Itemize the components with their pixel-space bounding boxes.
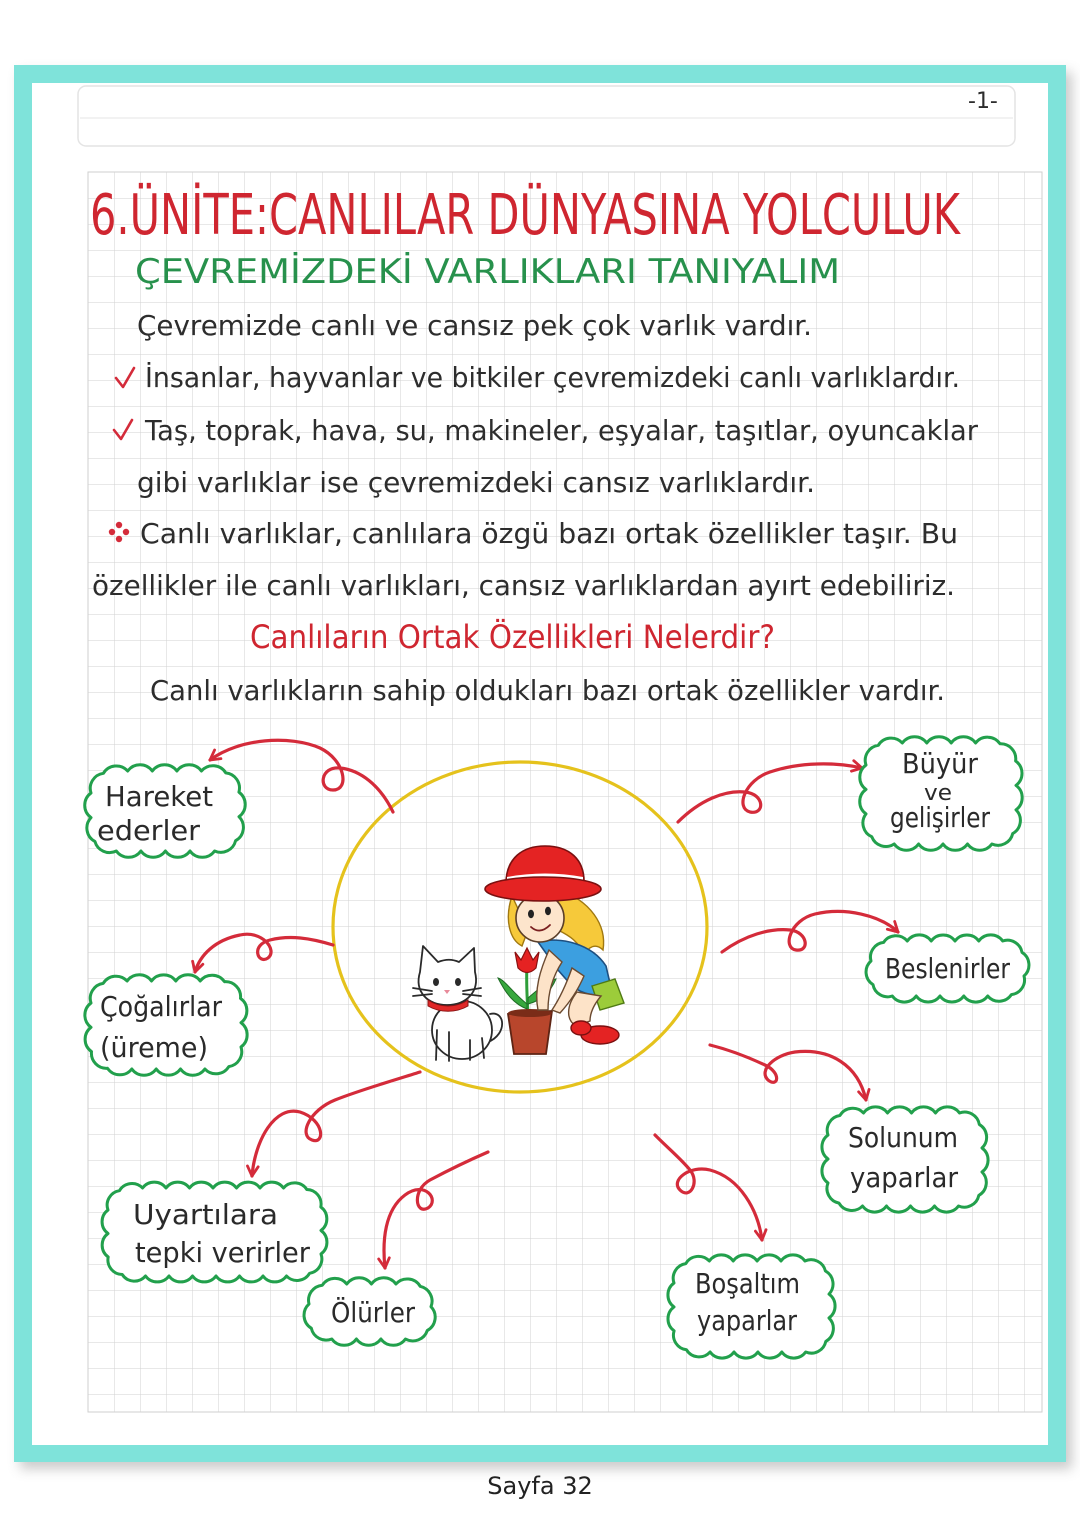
note-common-line-1: Canlı varlıklar, canlılara özgü bazı ortak özellikler taşır. Bu (140, 517, 958, 550)
feature-line: ve (924, 781, 952, 806)
note-common-line-2: özellikler ile canlı varlıkları, cansız varlıklardan ayırt edebiliriz. (92, 569, 955, 602)
unit-title: 6.ÜNİTE:CANLILAR DÜNYASINA YOLCULUK (90, 183, 961, 248)
page-number-mark: -1- (968, 89, 998, 114)
feature-beslenirler (866, 935, 1029, 1002)
feature-line: Beslenirler (885, 952, 1011, 985)
feature-line: Hareket (105, 780, 214, 813)
hat-brim (485, 877, 601, 901)
feature-line: tepki verirler (135, 1236, 311, 1269)
page-footer: Sayfa 32 (487, 1472, 593, 1500)
feature-uyartilara-tepki (102, 1182, 327, 1282)
feature-line: Solunum (848, 1121, 958, 1154)
note-intro: Çevremizde canlı ve cansız pek çok varlık vardır. (137, 309, 812, 342)
feature-line: (üreme) (100, 1031, 208, 1064)
note-nonliving-line-2: gibi varlıklar ise çevremizdeki cansız varlıklardır. (137, 466, 815, 499)
feature-olurler (304, 1278, 435, 1346)
section-subtitle: ÇEVREMİZDEKİ VARLIKLARI TANIYALIM (135, 252, 840, 292)
feature-line: yaparlar (697, 1304, 798, 1337)
flower-pot (508, 1011, 552, 1054)
feature-cogalirlar-ureme (85, 975, 247, 1075)
feature-line: gelişirler (890, 801, 991, 834)
feature-line: Boşaltım (695, 1267, 800, 1300)
section-heading: Canlıların Ortak Özellikleri Nelerdir? (250, 618, 775, 656)
section-intro: Canlı varlıkların sahip oldukları bazı ortak özellikler vardır. (150, 674, 945, 707)
feature-line: ederler (97, 814, 201, 847)
feature-line: yaparlar (850, 1161, 959, 1194)
feature-buyur-gelisirler (860, 737, 1022, 851)
feature-line: Büyür (902, 747, 979, 780)
feature-line: Ölürler (331, 1296, 427, 1329)
note-living: İnsanlar, hayvanlar ve bitkiler çevremizdeki canlı varlıklardır. (145, 361, 960, 394)
feature-line: Uyartılara (133, 1198, 278, 1231)
feature-line: Çoğalırlar (100, 990, 223, 1023)
feature-hareket-ederler (85, 765, 245, 858)
feature-bosaltim-yaparlar (668, 1255, 835, 1358)
girl-shoe (571, 1021, 591, 1035)
note-nonliving-line-1: Taş, toprak, hava, su, makineler, eşyalar, taşıtlar, oyuncaklar (144, 414, 979, 447)
feature-solunum-yaparlar (822, 1107, 988, 1212)
